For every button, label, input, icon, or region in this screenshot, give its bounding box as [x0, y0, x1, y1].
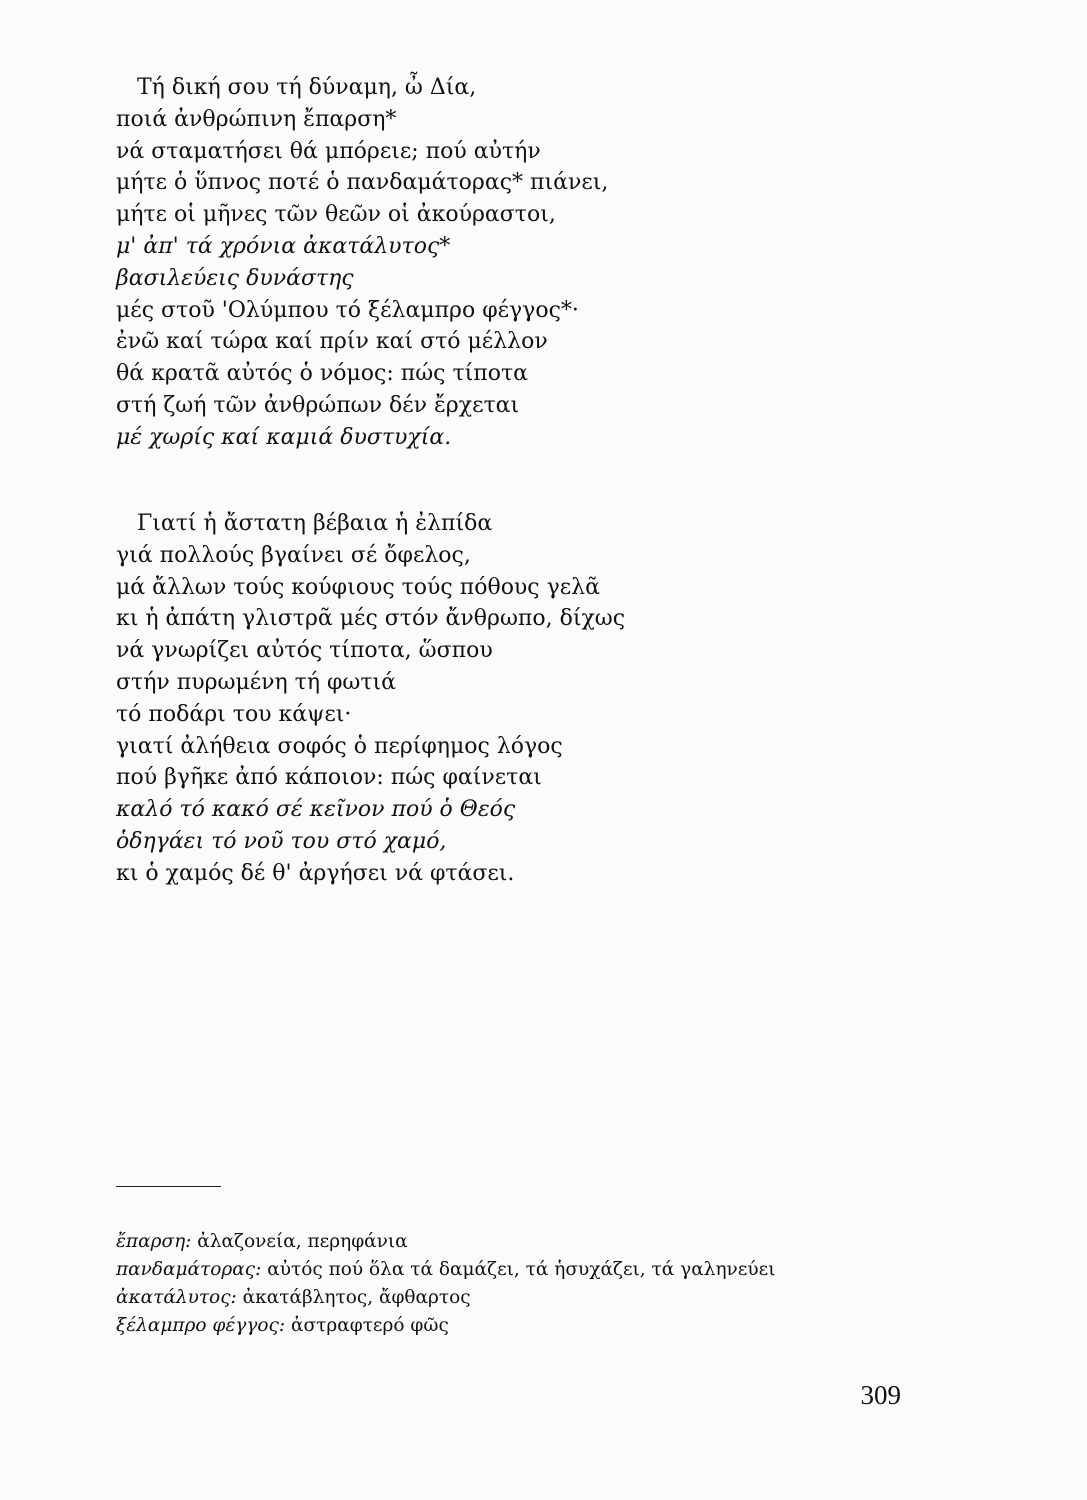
verse-line: μέ χωρίς καί καμιά δυστυχία.: [116, 424, 452, 450]
footnote-item: [116, 1312, 775, 1340]
verse-line: στήν πυρωμένη τή φωτιά: [116, 669, 397, 695]
footnote-definition: ἀστραφτερό φῶς: [285, 1315, 449, 1336]
verse-line: νά γνωρίζει αὐτός τίποτα, ὥσπου: [116, 638, 493, 664]
verse-line: στή ζωή τῶν ἀνθρώπων δέν ἔρχεται: [116, 392, 520, 418]
footnote-item: [116, 1284, 775, 1312]
footnote-term: ἔπαρση:: [116, 1231, 192, 1252]
footnotes: [116, 1228, 775, 1340]
footnote-definition: ἀκατάβλητος, ἄφθαρτος: [236, 1287, 471, 1308]
footnote-term: ξέλαμπρο φέγγος:: [116, 1315, 286, 1336]
verse-line: βασιλεύεις δυνάστης: [116, 265, 354, 291]
poem-stanza-2: [116, 508, 625, 890]
verse-line: Γιατί ἡ ἄστατη βέβαια ἡ ἐλπίδα: [137, 511, 493, 536]
verse-line: τό ποδάρι του κάψει·: [116, 701, 352, 727]
poem-stanza-1: [116, 72, 608, 454]
verse-line: γιά πολλούς βγαίνει σέ ὄφελος,: [116, 542, 471, 568]
verse-line: ἐνῶ καί τώρα καί πρίν καί στό μέλλον: [116, 329, 548, 355]
footnote-divider: [116, 1186, 221, 1187]
verse-line: κι ὁ χαμός δέ θ' ἀργήσει νά φτάσει.: [116, 860, 515, 886]
verse-line: νά σταματήσει θά μπόρειε; πού αὐτήν: [116, 138, 541, 164]
verse-line: ποιά ἀνθρώπινη ἔπαρση*: [116, 106, 397, 132]
footnote-term: πανδαμάτορας:: [116, 1259, 262, 1280]
verse-line: γιατί ἀλήθεια σοφός ὁ περίφημος λόγος: [116, 733, 563, 759]
verse-line: πού βγῆκε ἀπό κάποιον: πώς φαίνεται: [116, 765, 542, 791]
verse-line: Τή δική σου τή δύναμη, ὦ Δία,: [137, 75, 477, 100]
verse-line: καλό τό κακό σέ κεῖνον πού ὁ Θεός: [116, 797, 516, 823]
verse-line: κι ἡ ἀπάτη γλιστρᾶ μές στόν ἄνθρωπο, δίχως: [116, 606, 626, 632]
footnote-definition: ἀλαζονεία, περηφάνια: [191, 1231, 408, 1252]
verse-line: μήτε οἱ μῆνες τῶν θεῶν οἱ ἀκούραστοι,: [116, 202, 556, 228]
verse-line: μά ἄλλων τούς κούφιους τούς πόθους γελᾶ: [116, 574, 600, 600]
verse-line: μές στοῦ 'Ολύμπου τό ξέλαμπρο φέγγος*·: [116, 297, 579, 323]
footnote-term: ἀκατάλυτος:: [116, 1287, 237, 1308]
footnote-definition: αὐτός πού ὅλα τά δαμάζει, τά ἡσυχάζει, τά γαληνεύει: [261, 1259, 776, 1280]
footnote-item: [116, 1228, 775, 1256]
verse-line: ὁδηγάει τό νοῦ του στό χαμό,: [116, 828, 447, 854]
footnote-item: [116, 1256, 775, 1284]
page-number: 309: [860, 1380, 901, 1410]
verse-line: μ' ἀπ' τά χρόνια ἀκατάλυτος*: [116, 233, 451, 259]
verse-line: μήτε ὁ ὕπνος ποτέ ὁ πανδαμάτορας* πιάνει,: [116, 170, 609, 196]
verse-line: θά κρατᾶ αὐτός ὁ νόμος: πώς τίποτα: [116, 361, 528, 387]
